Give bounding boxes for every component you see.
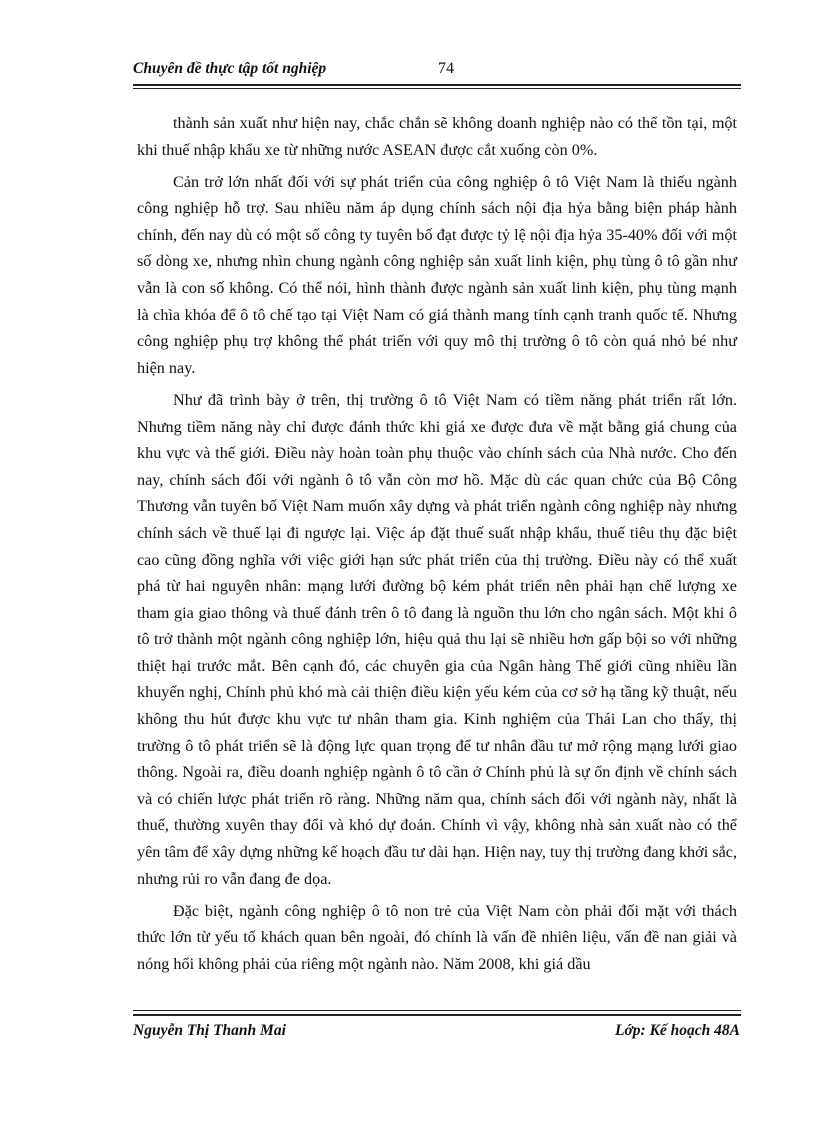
page-number: 74 — [438, 60, 454, 77]
author-name: Nguyễn Thị Thanh Mai — [133, 1022, 286, 1039]
body-text — [137, 110, 737, 983]
header-divider-thin — [133, 88, 741, 89]
page-header — [133, 58, 741, 84]
paragraph-3: Như đã trình bày ở trên, thị trường ô tô Việt Nam có tiềm năng phát triển rất lớn. Nhưng tiềm năng này chỉ được đánh thức khi giá xe được đưa về mặt bằng giá chung của khu vực và thế giới. Điều này hoàn toàn phụ thuộc vào chính sách của Nhà nước. Cho đến nay, chính sách đối với ngành ô tô vẫn còn mơ hồ. Mặc dù các quan chức của Bộ Công Thương vẫn tuyên bố Việt Nam muốn xây dựng và phát triển ngành công nghiệp này nhưng chính sách về thuế lại đi ngược lại. Việc áp đặt thuế suất nhập khẩu, thuế tiêu thụ đặc biệt cao cũng đồng nghĩa với việc giới hạn sức phát triển của thị trường. Điều này có thể xuất phá từ hai nguyên nhân: mạng lưới đường bộ kém phát triển nên phải hạn chế lượng xe tham gia giao thông và thuế đánh trên ô tô đang là nguồn thu lớn cho ngân sách. Một khi ô tô trở thành một ngành công nghiệp lớn, hiệu quả thu lại sẽ nhiều hơn gấp bội so với những thiệt hại trước mắt. Bên cạnh đó, các chuyên gia của Ngân hàng Thế giới cũng nhiều lần khuyến nghị, Chính phủ khó mà cải thiện điều kiện yếu kém của cơ sở hạ tầng kỹ thuật, nếu không thu hút được khu vực tư nhân tham gia. Kinh nghiệm của Thái Lan cho thấy, thị trường ô tô phát triển sẽ là động lực quan trọng để tư nhân đầu tư mở rộng mạng lưới giao thông. Ngoài ra, điều doanh nghiệp ngành ô tô cần ở Chính phủ là sự ổn định về chính sách và có chiến lược phát triển rõ ràng. Những năm qua, chính sách đối với ngành này, nhất là thuế, thường xuyên thay đổi và khó dự đoán. Chính vì vậy, không nhà sản xuất nào có thể yên tâm để xây dựng những kế hoạch đầu tư dài hạn. Hiện nay, tuy thị trường đang khởi sắc, nhưng rủi ro vẫn đang đe dọa. — [137, 390, 737, 888]
footer-divider-thin — [133, 1010, 741, 1011]
paragraph-2: Cản trở lớn nhất đối với sự phát triển của công nghiệp ô tô Việt Nam là thiếu ngành công nghiệp hỗ trợ. Sau nhiều năm áp dụng chính sách nội địa hỷa bằng biện pháp hành chính, đến nay dù có một số công ty tuyên bố đạt được tỷ lệ nội địa hỷa 35-40% đối với một số dòng xe, nhưng nhìn chung ngành công nghiệp sản xuất linh kiện, phụ tùng ô tô gần như vẫn là con số không. Có thể nói, hình thành được ngành sản xuất linh kiện, phụ tùng mạnh là chìa khóa để ô tô chế tạo tại Việt Nam có giá thành mang tính cạnh tranh quốc tế. Nhưng công nghiệp phụ trợ không thể phát triển với quy mô thị trường ô tô còn quá nhỏ bé như hiện nay. — [137, 172, 737, 377]
paragraph-1: thành sản xuất như hiện nay, chắc chắn sẽ không doanh nghiệp nào có thể tồn tại, một khi thuế nhập khẩu xe từ những nước ASEAN được cắt xuống còn 0%. — [137, 114, 737, 159]
class-label: Lớp: Kế hoạch 48A — [615, 1022, 740, 1039]
paragraph-4: Đặc biệt, ngành công nghiệp ô tô non trẻ của Việt Nam còn phải đối mặt với thách thức lớn từ yếu tố khách quan bên ngoài, đó chính là vấn đề nhiên liệu, vấn đề nan giải và nóng hổi không phải của riêng một ngành nào. Năm 2008, khi giá dầu — [137, 901, 737, 973]
document-title: Chuyên đề thực tập tốt nghiệp — [133, 60, 327, 77]
header-divider — [133, 84, 741, 86]
footer-divider — [133, 1014, 741, 1016]
